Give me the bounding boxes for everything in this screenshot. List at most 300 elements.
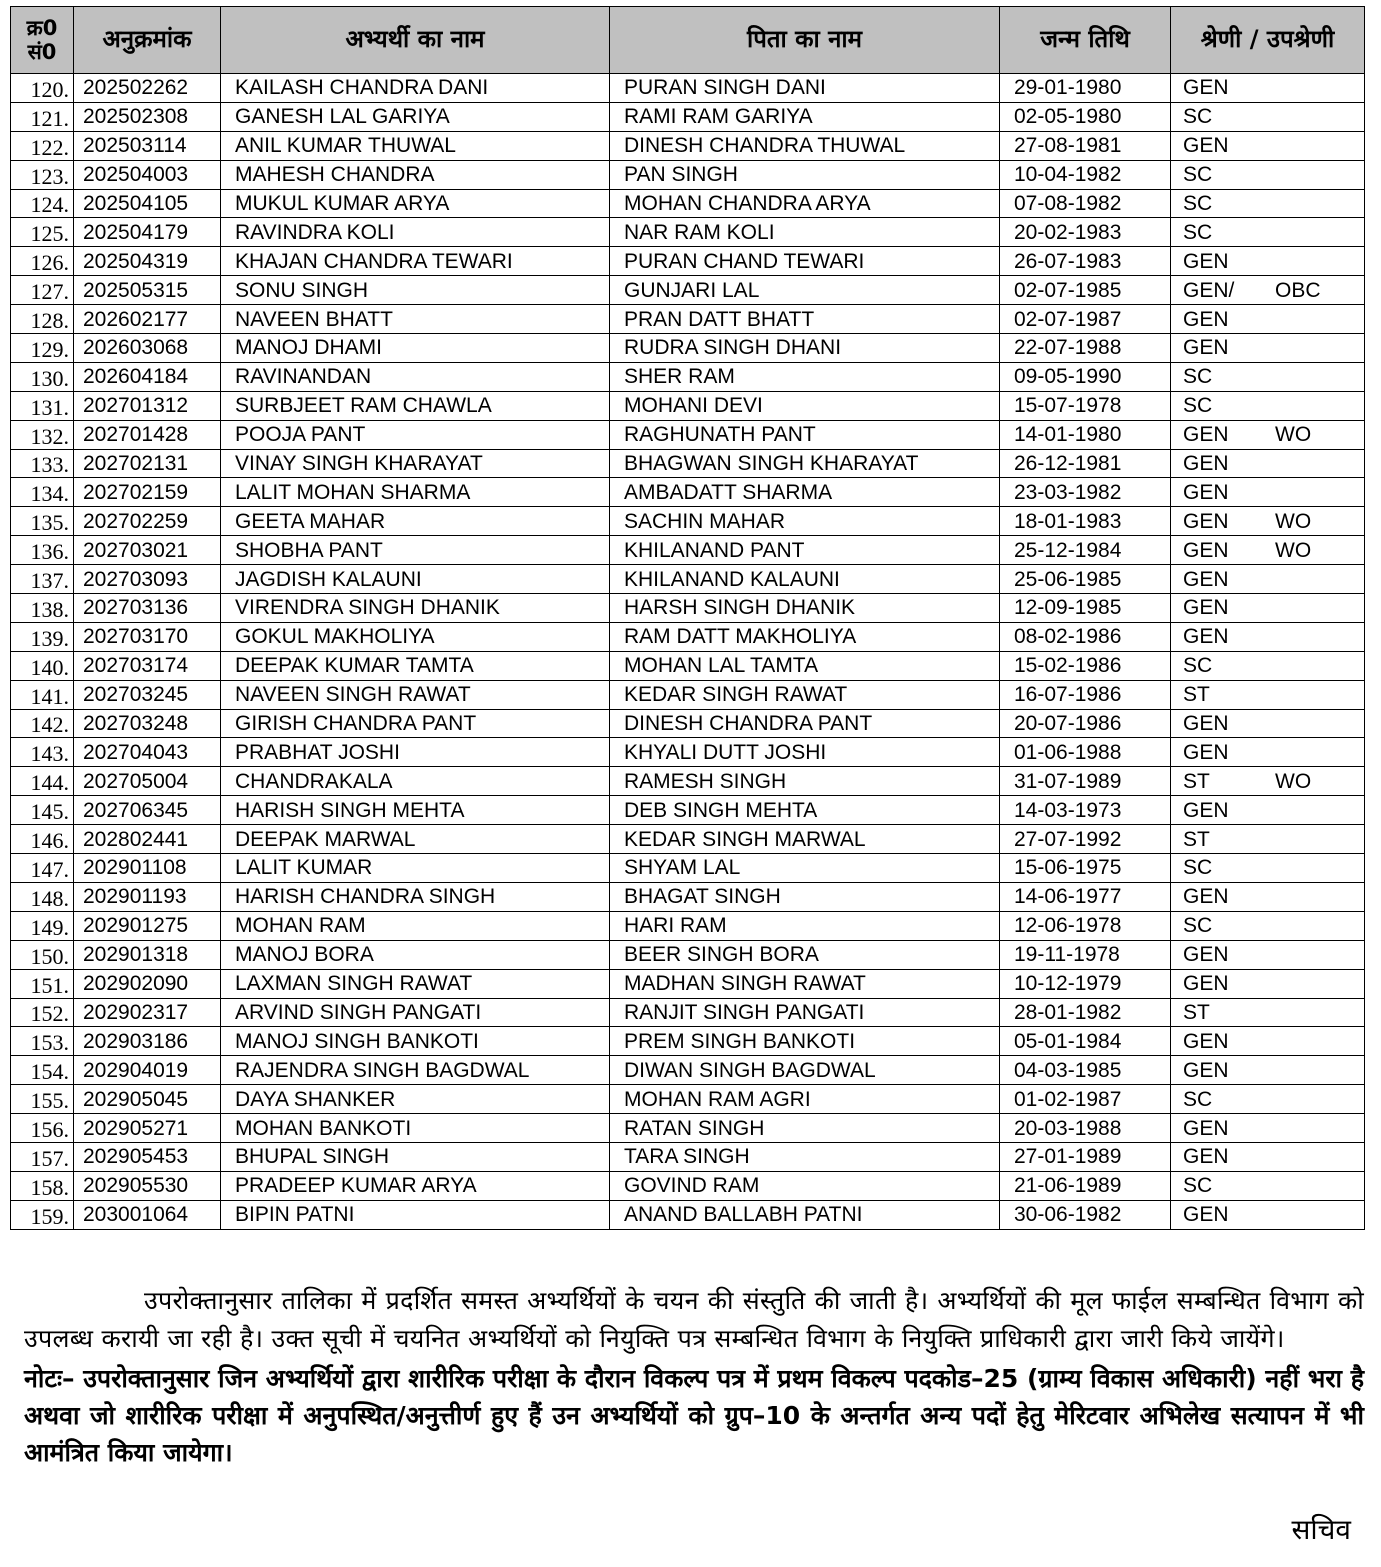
table-row — [11, 536, 1365, 565]
cell-serial-no: 146. — [11, 825, 74, 854]
cell-father-name: SHER RAM — [610, 362, 1000, 391]
cell-serial-no: 149. — [11, 911, 74, 940]
table-row — [11, 189, 1365, 218]
table-header-row — [11, 7, 1365, 74]
cell-roll-no: 202504105 — [74, 189, 221, 218]
category-value: GEN — [1183, 307, 1229, 331]
cell-roll-no: 202706345 — [74, 796, 221, 825]
cell-date-of-birth: 20-07-1986 — [1000, 709, 1171, 738]
cell-date-of-birth: 14-01-1980 — [1000, 420, 1171, 449]
cell-serial-no: 121. — [11, 102, 74, 131]
category-value: GEN — [1183, 1029, 1229, 1053]
cell-father-name: BHAGAT SINGH — [610, 882, 1000, 911]
cell-date-of-birth: 12-06-1978 — [1000, 911, 1171, 940]
cell-category — [1171, 420, 1365, 449]
cell-father-name: MADHAN SINGH RAWAT — [610, 969, 1000, 998]
cell-date-of-birth: 15-07-1978 — [1000, 391, 1171, 420]
category-value: SC — [1183, 105, 1213, 129]
category-value: SC — [1183, 1087, 1213, 1111]
cell-date-of-birth: 14-03-1973 — [1000, 796, 1171, 825]
table-row — [11, 1114, 1365, 1143]
cell-date-of-birth: 22-07-1988 — [1000, 334, 1171, 363]
cell-father-name: GUNJARI LAL — [610, 276, 1000, 305]
cell-candidate-name: ARVIND SINGH PANGATI — [221, 998, 610, 1027]
cell-category — [1171, 131, 1365, 160]
cell-roll-no: 202704043 — [74, 738, 221, 767]
subcategory-value: OBC — [1275, 278, 1321, 302]
cell-category — [1171, 305, 1365, 334]
cell-serial-no: 128. — [11, 305, 74, 334]
cell-candidate-name: LALIT KUMAR — [221, 854, 610, 883]
category-value: GEN — [1183, 1058, 1229, 1082]
cell-date-of-birth: 02-07-1987 — [1000, 305, 1171, 334]
table-row — [11, 74, 1365, 103]
cell-serial-no: 120. — [11, 74, 74, 103]
cell-category — [1171, 334, 1365, 363]
cell-candidate-name: MAHESH CHANDRA — [221, 160, 610, 189]
table-row — [11, 478, 1365, 507]
cell-candidate-name: GEETA MAHAR — [221, 507, 610, 536]
cell-father-name: KEDAR SINGH MARWAL — [610, 825, 1000, 854]
header-date-of-birth: जन्म तिथि — [1000, 7, 1171, 74]
cell-category — [1171, 218, 1365, 247]
cell-date-of-birth: 18-01-1983 — [1000, 507, 1171, 536]
cell-roll-no: 202604184 — [74, 362, 221, 391]
cell-category — [1171, 796, 1365, 825]
cell-candidate-name: PRADEEP KUMAR ARYA — [221, 1171, 610, 1200]
header-candidate-name: अभ्यर्थी का नाम — [221, 7, 610, 74]
table-row — [11, 738, 1365, 767]
subcategory-value: WO — [1275, 769, 1312, 793]
category-value: SC — [1183, 914, 1213, 938]
category-value: ST — [1183, 683, 1210, 707]
cell-roll-no: 202901108 — [74, 854, 221, 883]
cell-category — [1171, 565, 1365, 594]
table-row — [11, 362, 1365, 391]
subcategory-value: WO — [1275, 423, 1312, 447]
cell-serial-no: 137. — [11, 565, 74, 594]
header-serial-no: क्र0 सं0 — [11, 7, 74, 74]
cell-date-of-birth: 27-07-1992 — [1000, 825, 1171, 854]
cell-serial-no: 145. — [11, 796, 74, 825]
cell-category — [1171, 767, 1365, 796]
cell-serial-no: 154. — [11, 1056, 74, 1085]
table-row — [11, 882, 1365, 911]
category-value: GEN — [1183, 423, 1229, 447]
cell-date-of-birth: 04-03-1985 — [1000, 1056, 1171, 1085]
cell-category — [1171, 160, 1365, 189]
cell-father-name: TARA SINGH — [610, 1142, 1000, 1171]
table-row — [11, 1200, 1365, 1229]
cell-roll-no: 202502308 — [74, 102, 221, 131]
table-row — [11, 1027, 1365, 1056]
cell-father-name: RAGHUNATH PANT — [610, 420, 1000, 449]
cell-roll-no: 202903186 — [74, 1027, 221, 1056]
category-value: GEN — [1183, 712, 1229, 736]
cell-candidate-name: SURBJEET RAM CHAWLA — [221, 391, 610, 420]
cell-serial-no: 129. — [11, 334, 74, 363]
cell-serial-no: 138. — [11, 594, 74, 623]
cell-serial-no: 139. — [11, 622, 74, 651]
category-value: SC — [1183, 856, 1213, 880]
cell-serial-no: 155. — [11, 1085, 74, 1114]
cell-category — [1171, 1027, 1365, 1056]
table-row — [11, 651, 1365, 680]
category-value: GEN — [1183, 134, 1229, 158]
cell-date-of-birth: 26-07-1983 — [1000, 247, 1171, 276]
cell-serial-no: 136. — [11, 536, 74, 565]
category-value: GEN — [1183, 538, 1229, 562]
table-row — [11, 565, 1365, 594]
cell-roll-no: 202905453 — [74, 1142, 221, 1171]
table-row — [11, 767, 1365, 796]
category-value: GEN — [1183, 509, 1229, 533]
category-value: GEN — [1183, 336, 1229, 360]
cell-candidate-name: GIRISH CHANDRA PANT — [221, 709, 610, 738]
cell-candidate-name: KHAJAN CHANDRA TEWARI — [221, 247, 610, 276]
table-row — [11, 420, 1365, 449]
table-row — [11, 1171, 1365, 1200]
cell-father-name: RAMI RAM GARIYA — [610, 102, 1000, 131]
cell-serial-no: 148. — [11, 882, 74, 911]
cell-candidate-name: GOKUL MAKHOLIYA — [221, 622, 610, 651]
table-row — [11, 1085, 1365, 1114]
cell-roll-no: 202702259 — [74, 507, 221, 536]
cell-category — [1171, 189, 1365, 218]
cell-father-name: PURAN CHAND TEWARI — [610, 247, 1000, 276]
cell-candidate-name: JAGDISH KALAUNI — [221, 565, 610, 594]
cell-category — [1171, 854, 1365, 883]
cell-father-name: BEER SINGH BORA — [610, 940, 1000, 969]
cell-date-of-birth: 07-08-1982 — [1000, 189, 1171, 218]
cell-roll-no: 202904019 — [74, 1056, 221, 1085]
cell-father-name: SACHIN MAHAR — [610, 507, 1000, 536]
cell-father-name: KHILANAND PANT — [610, 536, 1000, 565]
category-value: SC — [1183, 394, 1213, 418]
category-value: ST — [1183, 769, 1210, 793]
cell-father-name: AMBADATT SHARMA — [610, 478, 1000, 507]
cell-roll-no: 202901318 — [74, 940, 221, 969]
cell-roll-no: 202905045 — [74, 1085, 221, 1114]
cell-father-name: RAM DATT MAKHOLIYA — [610, 622, 1000, 651]
cell-roll-no: 202603068 — [74, 334, 221, 363]
cell-candidate-name: BIPIN PATNI — [221, 1200, 610, 1229]
cell-category — [1171, 940, 1365, 969]
table-row — [11, 825, 1365, 854]
cell-roll-no: 202902317 — [74, 998, 221, 1027]
cell-roll-no: 202702159 — [74, 478, 221, 507]
cell-roll-no: 202504179 — [74, 218, 221, 247]
cell-roll-no: 202905530 — [74, 1171, 221, 1200]
table-row — [11, 709, 1365, 738]
category-value: SC — [1183, 220, 1213, 244]
cell-roll-no: 202505315 — [74, 276, 221, 305]
cell-father-name: PAN SINGH — [610, 160, 1000, 189]
cell-father-name: ANAND BALLABH PATNI — [610, 1200, 1000, 1229]
cell-category — [1171, 276, 1365, 305]
cell-category — [1171, 449, 1365, 478]
cell-candidate-name: GANESH LAL GARIYA — [221, 102, 610, 131]
cell-category — [1171, 247, 1365, 276]
cell-date-of-birth: 01-06-1988 — [1000, 738, 1171, 767]
cell-roll-no: 202705004 — [74, 767, 221, 796]
cell-serial-no: 141. — [11, 680, 74, 709]
cell-date-of-birth: 15-06-1975 — [1000, 854, 1171, 883]
category-value: GEN — [1183, 480, 1229, 504]
cell-candidate-name: MANOJ SINGH BANKOTI — [221, 1027, 610, 1056]
cell-father-name: MOHAN CHANDRA ARYA — [610, 189, 1000, 218]
subcategory-value: WO — [1275, 538, 1312, 562]
cell-father-name: MOHANI DEVI — [610, 391, 1000, 420]
cell-category — [1171, 1056, 1365, 1085]
cell-candidate-name: ANIL KUMAR THUWAL — [221, 131, 610, 160]
cell-candidate-name: HARISH SINGH MEHTA — [221, 796, 610, 825]
table-row — [11, 969, 1365, 998]
cell-father-name: MOHAN LAL TAMTA — [610, 651, 1000, 680]
cell-date-of-birth: 05-01-1984 — [1000, 1027, 1171, 1056]
cell-date-of-birth: 10-12-1979 — [1000, 969, 1171, 998]
cell-category — [1171, 536, 1365, 565]
cell-father-name: DINESH CHANDRA PANT — [610, 709, 1000, 738]
category-value: SC — [1183, 365, 1213, 389]
category-value: SC — [1183, 1174, 1213, 1198]
cell-category — [1171, 1171, 1365, 1200]
cell-serial-no: 123. — [11, 160, 74, 189]
cell-serial-no: 153. — [11, 1027, 74, 1056]
cell-category — [1171, 998, 1365, 1027]
cell-father-name: RAMESH SINGH — [610, 767, 1000, 796]
cell-serial-no: 131. — [11, 391, 74, 420]
cell-date-of-birth: 21-06-1989 — [1000, 1171, 1171, 1200]
cell-serial-no: 125. — [11, 218, 74, 247]
cell-category — [1171, 594, 1365, 623]
cell-serial-no: 156. — [11, 1114, 74, 1143]
cell-date-of-birth: 27-01-1989 — [1000, 1142, 1171, 1171]
table-row — [11, 796, 1365, 825]
cell-father-name: PRAN DATT BHATT — [610, 305, 1000, 334]
cell-serial-no: 150. — [11, 940, 74, 969]
category-value: GEN — [1183, 943, 1229, 967]
cell-candidate-name: LALIT MOHAN SHARMA — [221, 478, 610, 507]
cell-serial-no: 133. — [11, 449, 74, 478]
cell-date-of-birth: 12-09-1985 — [1000, 594, 1171, 623]
table-body — [11, 74, 1365, 1230]
cell-date-of-birth: 01-02-1987 — [1000, 1085, 1171, 1114]
cell-father-name: DIWAN SINGH BAGDWAL — [610, 1056, 1000, 1085]
cell-date-of-birth: 02-07-1985 — [1000, 276, 1171, 305]
cell-father-name: HARI RAM — [610, 911, 1000, 940]
cell-roll-no: 202703093 — [74, 565, 221, 594]
cell-candidate-name: NAVEEN BHATT — [221, 305, 610, 334]
cell-category — [1171, 911, 1365, 940]
cell-date-of-birth: 15-02-1986 — [1000, 651, 1171, 680]
cell-roll-no: 202703245 — [74, 680, 221, 709]
table-row — [11, 854, 1365, 883]
cell-serial-no: 142. — [11, 709, 74, 738]
cell-date-of-birth: 29-01-1980 — [1000, 74, 1171, 103]
category-value: GEN — [1183, 1203, 1229, 1227]
recommendation-text: उपरोक्तानुसार तालिका में प्रदर्शित समस्त अभ्यर्थियों के चयन की संस्तुति की जाती है। अभ्यर्थियों की मूल फाईल सम्बन्धित विभाग को उपलब्ध करायी जा रही है। उक्त सूची में चयनित अभ्यर्थियों को नियुक्ति पत्र सम्बन्धित विभाग के नियुक्ति प्राधिकारी द्वारा जारी किये जायेंगे। — [24, 1286, 1364, 1353]
category-value: SC — [1183, 192, 1213, 215]
cell-candidate-name: RAVINDRA KOLI — [221, 218, 610, 247]
cell-candidate-name: MANOJ DHAMI — [221, 334, 610, 363]
cell-date-of-birth: 27-08-1981 — [1000, 131, 1171, 160]
category-value: GEN — [1183, 1145, 1229, 1169]
cell-serial-no: 158. — [11, 1171, 74, 1200]
cell-category — [1171, 74, 1365, 103]
cell-serial-no: 124. — [11, 189, 74, 218]
cell-category — [1171, 102, 1365, 131]
cell-date-of-birth: 25-06-1985 — [1000, 565, 1171, 594]
cell-candidate-name: DAYA SHANKER — [221, 1085, 610, 1114]
note-paragraph: नोटः– उपरोक्तानुसार जिन अभ्यर्थियों द्वारा शारीरिक परीक्षा के दौरान विकल्प पत्र में प्रथम विकल्प पदकोड–25 (ग्राम्य विकास अधिकारी) नहीं भरा है अथवा जो शारीरिक परीक्षा में अनुपस्थित/अनुत्तीर्ण हुए हैं उन अभ्यर्थियों को ग्रुप–10 के अन्तर्गत अन्य पदों हेतु मेरिटवार अभिलेख सत्यापन में भी आमंत्रित किया जायेगा। — [24, 1364, 1364, 1467]
cell-category — [1171, 969, 1365, 998]
cell-serial-no: 134. — [11, 478, 74, 507]
cell-candidate-name: MANOJ BORA — [221, 940, 610, 969]
category-value: GEN — [1183, 1116, 1229, 1140]
category-value: SC — [1183, 163, 1213, 187]
signature-secretary: सचिव — [1291, 1513, 1351, 1546]
footer-text-block — [24, 1282, 1364, 1471]
table-row — [11, 911, 1365, 940]
cell-candidate-name: LAXMAN SINGH RAWAT — [221, 969, 610, 998]
cell-father-name: RUDRA SINGH DHANI — [610, 334, 1000, 363]
cell-category — [1171, 391, 1365, 420]
cell-serial-no: 140. — [11, 651, 74, 680]
cell-date-of-birth: 16-07-1986 — [1000, 680, 1171, 709]
cell-serial-no: 159. — [11, 1200, 74, 1229]
cell-roll-no: 202901193 — [74, 882, 221, 911]
cell-serial-no: 135. — [11, 507, 74, 536]
cell-category — [1171, 1142, 1365, 1171]
cell-date-of-birth: 02-05-1980 — [1000, 102, 1171, 131]
cell-date-of-birth: 26-12-1981 — [1000, 449, 1171, 478]
cell-date-of-birth: 20-03-1988 — [1000, 1114, 1171, 1143]
category-value: GEN — [1183, 567, 1229, 591]
cell-category — [1171, 622, 1365, 651]
category-value: SC — [1183, 654, 1213, 678]
cell-candidate-name: DEEPAK KUMAR TAMTA — [221, 651, 610, 680]
cell-candidate-name: MOHAN BANKOTI — [221, 1114, 610, 1143]
cell-roll-no: 202802441 — [74, 825, 221, 854]
category-value: GEN — [1183, 885, 1229, 909]
table-row — [11, 102, 1365, 131]
table-row — [11, 594, 1365, 623]
cell-roll-no: 202905271 — [74, 1114, 221, 1143]
cell-category — [1171, 1085, 1365, 1114]
cell-candidate-name: HARISH CHANDRA SINGH — [221, 882, 610, 911]
cell-date-of-birth: 31-07-1989 — [1000, 767, 1171, 796]
cell-serial-no: 143. — [11, 738, 74, 767]
cell-roll-no: 202701312 — [74, 391, 221, 420]
cell-father-name: KEDAR SINGH RAWAT — [610, 680, 1000, 709]
result-table-container — [10, 6, 1364, 1230]
table-row — [11, 334, 1365, 363]
cell-roll-no: 202703248 — [74, 709, 221, 738]
cell-category — [1171, 651, 1365, 680]
cell-roll-no: 202703174 — [74, 651, 221, 680]
header-father-name: पिता का नाम — [610, 7, 1000, 74]
cell-date-of-birth: 23-03-1982 — [1000, 478, 1171, 507]
cell-serial-no: 152. — [11, 998, 74, 1027]
cell-roll-no: 202703136 — [74, 594, 221, 623]
cell-date-of-birth: 10-04-1982 — [1000, 160, 1171, 189]
cell-roll-no: 202902090 — [74, 969, 221, 998]
table-row — [11, 391, 1365, 420]
cell-roll-no: 202703021 — [74, 536, 221, 565]
cell-candidate-name: CHANDRAKALA — [221, 767, 610, 796]
cell-serial-no: 157. — [11, 1142, 74, 1171]
table-row — [11, 622, 1365, 651]
cell-candidate-name: VIRENDRA SINGH DHANIK — [221, 594, 610, 623]
cell-date-of-birth: 30-06-1982 — [1000, 1200, 1171, 1229]
category-value: GEN — [1183, 798, 1229, 822]
cell-serial-no: 126. — [11, 247, 74, 276]
cell-candidate-name: VINAY SINGH KHARAYAT — [221, 449, 610, 478]
cell-father-name: MOHAN RAM AGRI — [610, 1085, 1000, 1114]
cell-candidate-name: POOJA PANT — [221, 420, 610, 449]
cell-category — [1171, 362, 1365, 391]
selected-candidates-table — [10, 6, 1365, 1230]
cell-category — [1171, 709, 1365, 738]
cell-serial-no: 127. — [11, 276, 74, 305]
table-row — [11, 1056, 1365, 1085]
cell-roll-no: 202702131 — [74, 449, 221, 478]
cell-roll-no: 202503114 — [74, 131, 221, 160]
cell-category — [1171, 882, 1365, 911]
cell-father-name: SHYAM LAL — [610, 854, 1000, 883]
cell-roll-no: 203001064 — [74, 1200, 221, 1229]
cell-candidate-name: MUKUL KUMAR ARYA — [221, 189, 610, 218]
table-row — [11, 1142, 1365, 1171]
cell-serial-no: 130. — [11, 362, 74, 391]
cell-father-name: BHAGWAN SINGH KHARAYAT — [610, 449, 1000, 478]
category-value: GEN — [1183, 740, 1229, 764]
cell-category — [1171, 507, 1365, 536]
category-value: GEN — [1183, 596, 1229, 620]
cell-category — [1171, 680, 1365, 709]
cell-category — [1171, 738, 1365, 767]
table-row — [11, 449, 1365, 478]
table-row — [11, 131, 1365, 160]
cell-category — [1171, 825, 1365, 854]
cell-date-of-birth: 08-02-1986 — [1000, 622, 1171, 651]
table-row — [11, 680, 1365, 709]
cell-category — [1171, 1114, 1365, 1143]
cell-serial-no: 151. — [11, 969, 74, 998]
cell-candidate-name: DEEPAK MARWAL — [221, 825, 610, 854]
cell-serial-no: 144. — [11, 767, 74, 796]
cell-serial-no: 132. — [11, 420, 74, 449]
cell-roll-no: 202901275 — [74, 911, 221, 940]
cell-candidate-name: KAILASH CHANDRA DANI — [221, 74, 610, 103]
cell-candidate-name: BHUPAL SINGH — [221, 1142, 610, 1171]
cell-date-of-birth: 20-02-1983 — [1000, 218, 1171, 247]
cell-roll-no: 202504003 — [74, 160, 221, 189]
table-row — [11, 247, 1365, 276]
cell-father-name: KHILANAND KALAUNI — [610, 565, 1000, 594]
cell-roll-no: 202701428 — [74, 420, 221, 449]
cell-candidate-name: NAVEEN SINGH RAWAT — [221, 680, 610, 709]
subcategory-value: WO — [1275, 509, 1312, 533]
category-value: GEN — [1183, 76, 1229, 100]
cell-candidate-name: RAVINANDAN — [221, 362, 610, 391]
table-row — [11, 940, 1365, 969]
cell-father-name: HARSH SINGH DHANIK — [610, 594, 1000, 623]
category-value: GEN — [1183, 625, 1229, 649]
cell-roll-no: 202703170 — [74, 622, 221, 651]
category-value: GEN — [1183, 452, 1229, 476]
